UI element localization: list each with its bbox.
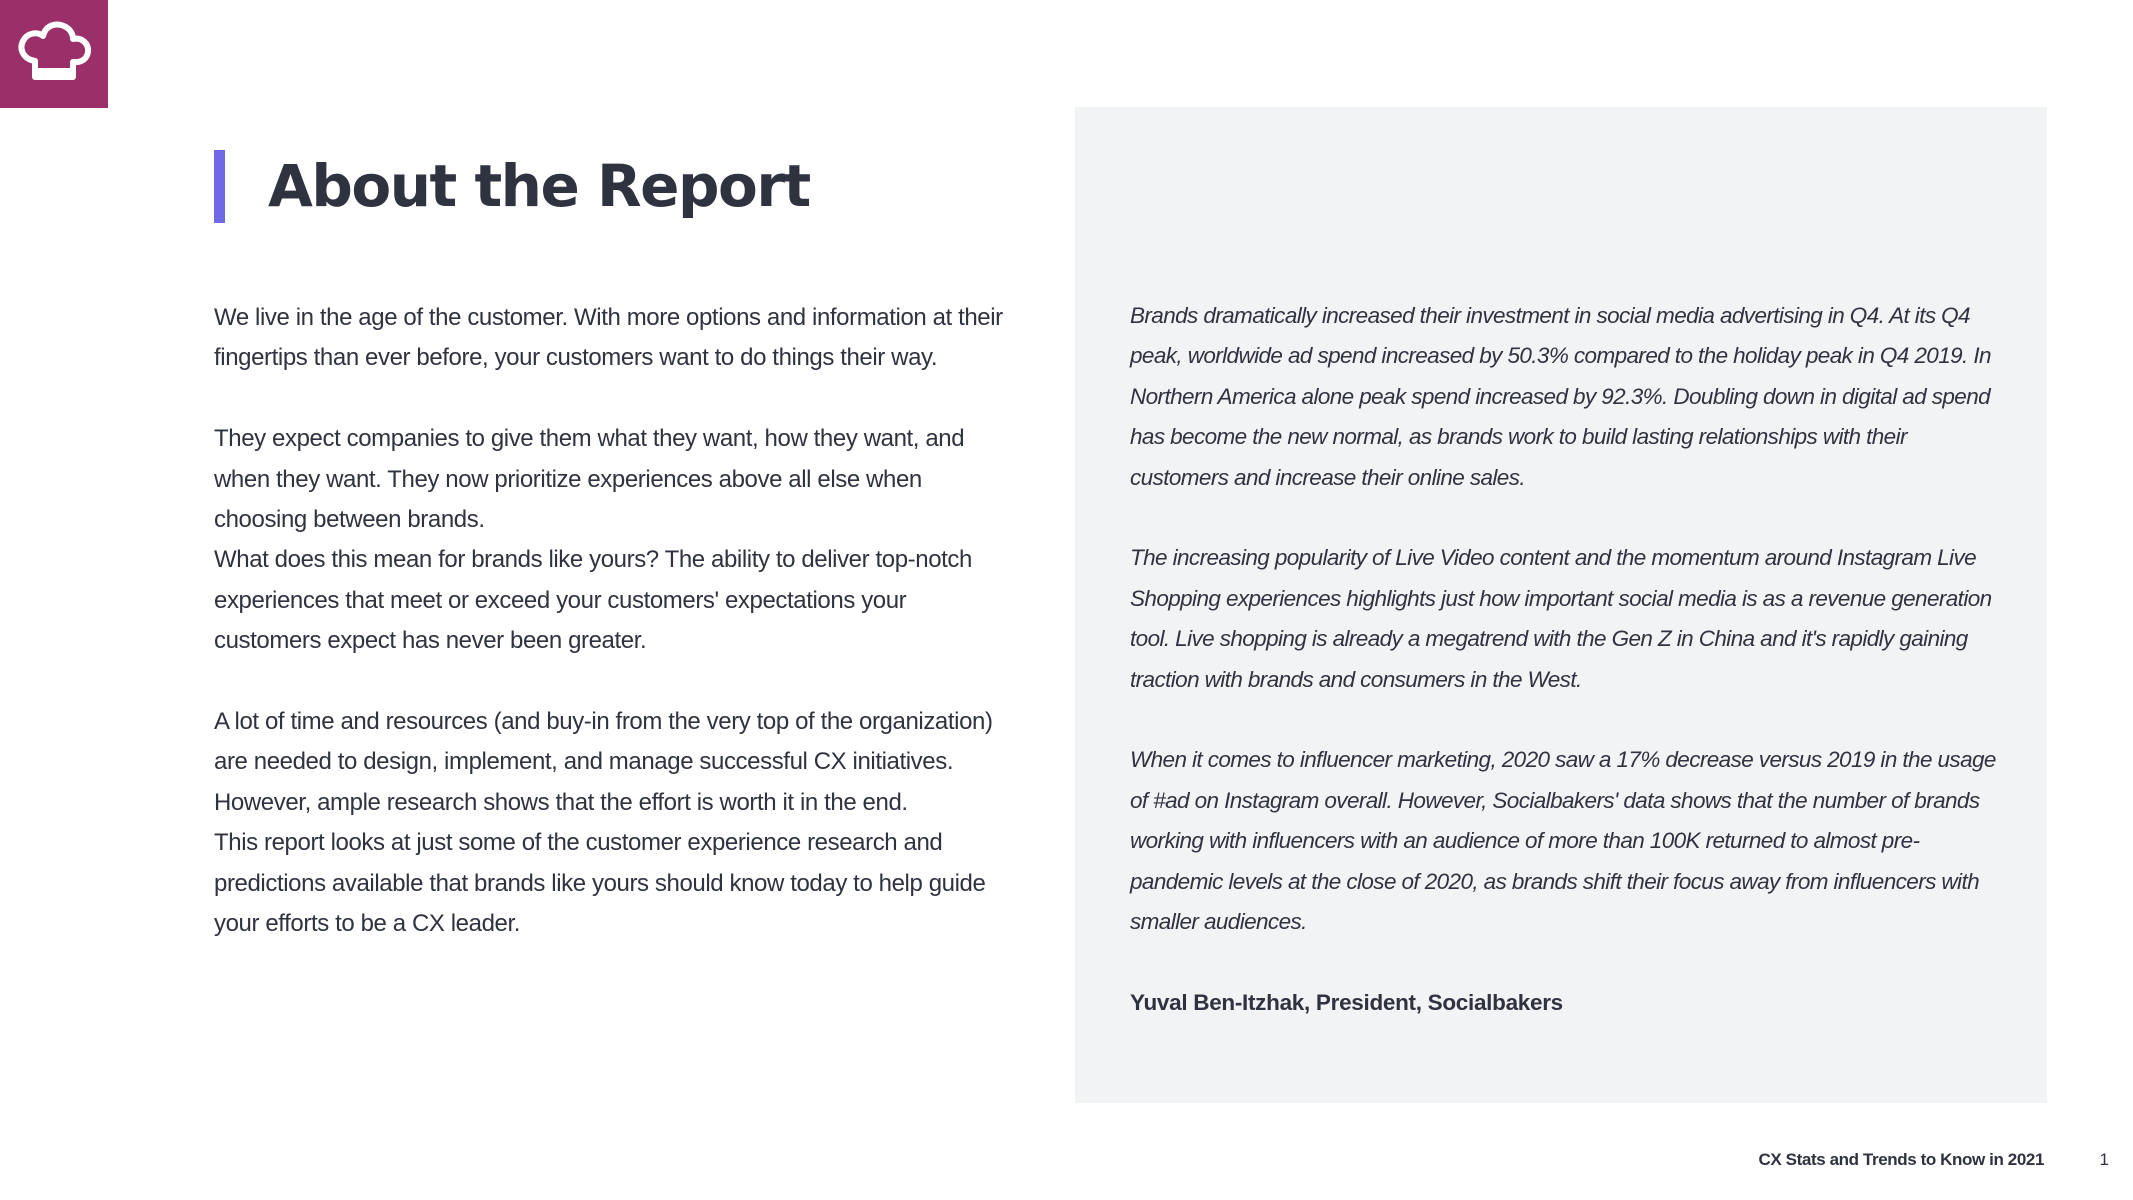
quote-content: [1130, 296, 2000, 1023]
intro-paragraph: This report looks at just some of the customer experience research and predictions available that brands like yours should know today to help guide your efforts to be a CX leader.: [214, 829, 986, 938]
brand-logo: [0, 0, 108, 108]
quote-paragraph: When it comes to influencer marketing, 2020 saw a 17% decrease versus 2019 in the usage of #ad on Instagram overall. However, Socialbakers' data shows that the number of brands working with influencers with an audience of more than 100K returned to almost pre-pandemic levels at the close of 2020, as brands shift their focus away from influencers with smaller audiences.: [1130, 747, 1996, 935]
page-title: About the Report: [268, 152, 810, 220]
intro-paragraph: They expect companies to give them what they want, how they want, and when they want. They now prioritize experiences above all else when choosing between brands.: [214, 425, 965, 534]
footer-report-title: CX Stats and Trends to Know in 2021: [1758, 1150, 2044, 1169]
intro-paragraph: We live in the age of the customer. With more options and information at their fingertips than ever before, your customers want to do things their way.: [214, 304, 1003, 372]
intro-paragraph: A lot of time and resources (and buy-in from the very top of the organization) are needed to design, implement, and manage successful CX initiatives. However, ample research shows that the effort is worth it in the end.: [214, 708, 993, 816]
page-number: 1: [2099, 1150, 2109, 1169]
quote-author: Yuval Ben-Itzhak, President, Socialbakers: [1130, 989, 1563, 1015]
quote-paragraph: The increasing popularity of Live Video content and the momentum around Instagram Live Shopping experiences highlights just how important social media is as a revenue generation tool. Live shopping is already a megatrend with the Gen Z in China and it's rapidly gaining traction with brands and consumers in the West.: [1130, 545, 1992, 692]
chef-hat-icon: [17, 21, 91, 87]
quote-paragraph: Brands dramatically increased their investment in social media advertising in Q4. At its Q4 peak, worldwide ad spend increased by 50.3% compared to the holiday peak in Q4 2019. In Northern America alone peak spend increased by 92.3%. Doubling down in digital ad spend has become the new normal, as brands work to build lasting relationships with their customers and increase their online sales.: [1130, 303, 1991, 490]
intro-column: [214, 298, 1014, 944]
title-accent-bar: [214, 150, 225, 223]
intro-paragraph: What does this mean for brands like yours? The ability to deliver top-notch experiences that meet or exceed your customers' expectations your customers expect has never been greater.: [214, 546, 972, 655]
